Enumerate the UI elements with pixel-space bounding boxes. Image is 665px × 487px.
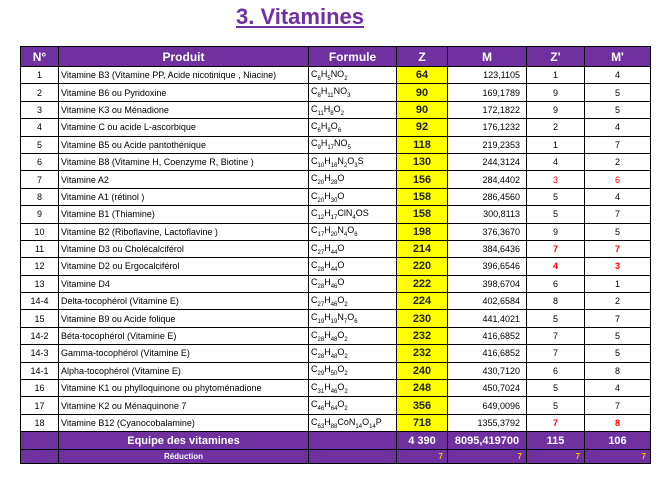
- row-z: 356: [397, 397, 448, 414]
- row-formule: $C_9H_{17}NO_5$: [309, 136, 397, 153]
- table-header-row: [21, 47, 651, 67]
- row-zprime: 5: [527, 206, 585, 223]
- row-m: 398,6704: [448, 275, 527, 292]
- row-zprime: 4: [527, 258, 585, 275]
- row-z: 224: [397, 293, 448, 310]
- table-row: [21, 101, 651, 118]
- row-m: 176,1232: [448, 119, 527, 136]
- table-row: [21, 327, 651, 344]
- row-number: 15: [21, 310, 59, 327]
- row-zprime: 1: [527, 136, 585, 153]
- row-z: 118: [397, 136, 448, 153]
- row-m: 416,6852: [448, 345, 527, 362]
- row-zprime: 3: [527, 171, 585, 188]
- row-number: 14-4: [21, 293, 59, 310]
- row-z: 158: [397, 206, 448, 223]
- header-m: M: [448, 47, 527, 67]
- row-number: 14-1: [21, 362, 59, 379]
- row-m: 649,0096: [448, 397, 527, 414]
- total-zprime: 115: [527, 432, 585, 450]
- row-m: 284,4402: [448, 171, 527, 188]
- row-mprime: 7: [585, 310, 651, 327]
- reduction-row: [21, 450, 651, 464]
- row-number: 11: [21, 240, 59, 257]
- row-mprime: 7: [585, 397, 651, 414]
- table-row: [21, 223, 651, 240]
- header-n: N°: [21, 47, 59, 67]
- row-zprime: 5: [527, 310, 585, 327]
- row-mprime: 7: [585, 240, 651, 257]
- row-zprime: 7: [527, 327, 585, 344]
- row-mprime: 5: [585, 101, 651, 118]
- table-row: [21, 380, 651, 397]
- row-number: 4: [21, 119, 59, 136]
- row-zprime: 9: [527, 84, 585, 101]
- row-z: 248: [397, 380, 448, 397]
- table-row: [21, 362, 651, 379]
- row-formule: $C_{63}H_{88}CoN_{14}O_{14}P$: [309, 414, 397, 431]
- row-z: 232: [397, 327, 448, 344]
- row-mprime: 6: [585, 171, 651, 188]
- row-produit: Vitamine B12 (Cyanocobalamine): [59, 414, 309, 431]
- row-zprime: 5: [527, 380, 585, 397]
- row-produit: Vitamine A2: [59, 171, 309, 188]
- reduction-zprime: 7: [527, 450, 585, 464]
- row-number: 10: [21, 223, 59, 240]
- header-mprime: M': [585, 47, 651, 67]
- table-row: [21, 414, 651, 431]
- row-z: 240: [397, 362, 448, 379]
- reduction-label: Réduction: [59, 450, 309, 464]
- table-row: [21, 84, 651, 101]
- row-mprime: 7: [585, 206, 651, 223]
- reduction-z: 7: [397, 450, 448, 464]
- row-z: 90: [397, 84, 448, 101]
- row-z: 230: [397, 310, 448, 327]
- row-formule: $C_{28}H_{48}O_2$: [309, 345, 397, 362]
- row-zprime: 9: [527, 223, 585, 240]
- row-formule: $C_6H_8O_6$: [309, 119, 397, 136]
- row-produit: Vitamine D2 ou Ergocalciférol: [59, 258, 309, 275]
- row-formule: $C_{10}H_{16}N_2O_3S$: [309, 153, 397, 170]
- row-produit: Béta-tocophérol (Vitamine E): [59, 327, 309, 344]
- row-formule: $C_{28}H_{44}O$: [309, 258, 397, 275]
- row-zprime: 4: [527, 153, 585, 170]
- row-m: 384,6436: [448, 240, 527, 257]
- row-formule: $C_{11}H_8O_2$: [309, 101, 397, 118]
- row-m: 286,4560: [448, 188, 527, 205]
- row-zprime: 9: [527, 101, 585, 118]
- row-produit: Vitamine K2 ou Ménaquinone 7: [59, 397, 309, 414]
- table-row: [21, 136, 651, 153]
- row-zprime: 5: [527, 397, 585, 414]
- row-zprime: 7: [527, 414, 585, 431]
- row-produit: Vitamine B2 (Riboflavine, Lactoflavine ): [59, 223, 309, 240]
- row-zprime: 6: [527, 362, 585, 379]
- row-formule: $C_{20}H_{28}O$: [309, 171, 397, 188]
- row-mprime: 2: [585, 293, 651, 310]
- row-m: 441,4021: [448, 310, 527, 327]
- row-produit: Vitamine B9 ou Acide folique: [59, 310, 309, 327]
- row-z: 232: [397, 345, 448, 362]
- row-produit: Vitamine A1 (rétinol ): [59, 188, 309, 205]
- row-produit: Vitamine B5 ou Acide pantothénique: [59, 136, 309, 153]
- total-label: Equipe des vitamines: [59, 432, 309, 450]
- row-produit: Vitamine B8 (Vitamine H, Coenzyme R, Biotine ): [59, 153, 309, 170]
- row-produit: Gamma-tocophérol (Vitamine E): [59, 345, 309, 362]
- row-number: 5: [21, 136, 59, 153]
- row-mprime: 8: [585, 362, 651, 379]
- row-formule: $C_{27}H_{46}O_2$: [309, 293, 397, 310]
- row-z: 198: [397, 223, 448, 240]
- row-z: 92: [397, 119, 448, 136]
- row-number: 9: [21, 206, 59, 223]
- row-zprime: 8: [527, 293, 585, 310]
- table-row: [21, 397, 651, 414]
- table-row: [21, 240, 651, 257]
- row-zprime: 2: [527, 119, 585, 136]
- row-mprime: 8: [585, 414, 651, 431]
- row-mprime: 5: [585, 223, 651, 240]
- row-m: 450,7024: [448, 380, 527, 397]
- row-z: 214: [397, 240, 448, 257]
- table-row: [21, 275, 651, 292]
- row-mprime: 2: [585, 153, 651, 170]
- table-row: [21, 293, 651, 310]
- row-formule: $C_{19}H_{19}N_7O_6$: [309, 310, 397, 327]
- row-produit: Vitamine B6 ou Pyridoxine: [59, 84, 309, 101]
- table-row: [21, 67, 651, 84]
- row-formule: $C_8H_{11}NO_3$: [309, 84, 397, 101]
- row-produit: Alpha-tocophérol (Vitamine E): [59, 362, 309, 379]
- row-number: 8: [21, 188, 59, 205]
- header-z: Z: [397, 47, 448, 67]
- table-row: [21, 345, 651, 362]
- row-mprime: 5: [585, 84, 651, 101]
- row-formule: $C_{27}H_{44}O$: [309, 240, 397, 257]
- row-mprime: 1: [585, 275, 651, 292]
- vitamins-table: [20, 46, 651, 464]
- table-row: [21, 119, 651, 136]
- row-formule: $C_{12}H_{17}ClN_4OS$: [309, 206, 397, 223]
- row-produit: Delta-tocophérol (Vitamine E): [59, 293, 309, 310]
- row-formule: $C_{28}H_{48}O_2$: [309, 327, 397, 344]
- row-m: 123,1105: [448, 67, 527, 84]
- table-row: [21, 310, 651, 327]
- row-z: 158: [397, 188, 448, 205]
- row-z: 90: [397, 101, 448, 118]
- row-formule: $C_{17}H_{20}N_4O_6$: [309, 223, 397, 240]
- row-number: 14-3: [21, 345, 59, 362]
- row-z: 220: [397, 258, 448, 275]
- row-mprime: 5: [585, 327, 651, 344]
- row-number: 1: [21, 67, 59, 84]
- table-row: [21, 206, 651, 223]
- header-formule: Formule: [309, 47, 397, 67]
- table-row: [21, 171, 651, 188]
- row-m: 402,6584: [448, 293, 527, 310]
- row-m: 244,3124: [448, 153, 527, 170]
- row-m: 169,1789: [448, 84, 527, 101]
- row-mprime: 4: [585, 380, 651, 397]
- row-mprime: 7: [585, 136, 651, 153]
- row-produit: Vitamine B3 (Vitamine PP, Acide nicotinique , Niacine): [59, 67, 309, 84]
- row-zprime: 7: [527, 240, 585, 257]
- row-z: 130: [397, 153, 448, 170]
- row-z: 156: [397, 171, 448, 188]
- row-number: 18: [21, 414, 59, 431]
- row-number: 6: [21, 153, 59, 170]
- row-m: 1355,3792: [448, 414, 527, 431]
- row-m: 376,3670: [448, 223, 527, 240]
- total-mprime: 106: [585, 432, 651, 450]
- row-mprime: 4: [585, 188, 651, 205]
- row-mprime: 5: [585, 345, 651, 362]
- reduction-m: 7: [448, 450, 527, 464]
- row-formule: $C_{20}H_{30}O$: [309, 188, 397, 205]
- row-zprime: 1: [527, 67, 585, 84]
- row-number: 2: [21, 84, 59, 101]
- row-formule: $C_6H_5NO_2$: [309, 67, 397, 84]
- table-body: [21, 67, 651, 432]
- header-produit: Produit: [59, 47, 309, 67]
- row-m: 300,8113: [448, 206, 527, 223]
- row-zprime: 6: [527, 275, 585, 292]
- row-produit: Vitamine D4: [59, 275, 309, 292]
- table-row: [21, 258, 651, 275]
- row-zprime: 5: [527, 188, 585, 205]
- row-z: 64: [397, 67, 448, 84]
- row-formule: $C_{28}H_{46}O$: [309, 275, 397, 292]
- row-formule: $C_{31}H_{46}O_2$: [309, 380, 397, 397]
- row-zprime: 7: [527, 345, 585, 362]
- row-m: 416,6852: [448, 327, 527, 344]
- row-produit: Vitamine K1 ou phylloquinone ou phytoménadione: [59, 380, 309, 397]
- row-number: 16: [21, 380, 59, 397]
- row-z: 718: [397, 414, 448, 431]
- row-produit: Vitamine K3 ou Ménadione: [59, 101, 309, 118]
- row-produit: Vitamine B1 (Thiamine): [59, 206, 309, 223]
- row-produit: Vitamine D3 ou Cholécalciférol: [59, 240, 309, 257]
- row-mprime: 4: [585, 67, 651, 84]
- row-number: 13: [21, 275, 59, 292]
- total-row: [21, 432, 651, 450]
- table-row: [21, 188, 651, 205]
- page-title: 3. Vitamines: [236, 4, 364, 29]
- row-number: 12: [21, 258, 59, 275]
- row-m: 396,6546: [448, 258, 527, 275]
- row-m: 430,7120: [448, 362, 527, 379]
- table-row: [21, 153, 651, 170]
- reduction-mprime: 7: [585, 450, 651, 464]
- row-mprime: 3: [585, 258, 651, 275]
- row-number: 7: [21, 171, 59, 188]
- row-m: 219,2353: [448, 136, 527, 153]
- row-produit: Vitamine C ou acide L-ascorbique: [59, 119, 309, 136]
- total-m: 8095,419700: [448, 432, 527, 450]
- total-z: 4 390: [397, 432, 448, 450]
- header-zprime: Z': [527, 47, 585, 67]
- row-mprime: 4: [585, 119, 651, 136]
- row-number: 14-2: [21, 327, 59, 344]
- row-m: 172,1822: [448, 101, 527, 118]
- row-number: 3: [21, 101, 59, 118]
- row-number: 17: [21, 397, 59, 414]
- row-formule: $C_{29}H_{50}O_2$: [309, 362, 397, 379]
- row-formule: $C_{46}H_{64}O_2$: [309, 397, 397, 414]
- row-z: 222: [397, 275, 448, 292]
